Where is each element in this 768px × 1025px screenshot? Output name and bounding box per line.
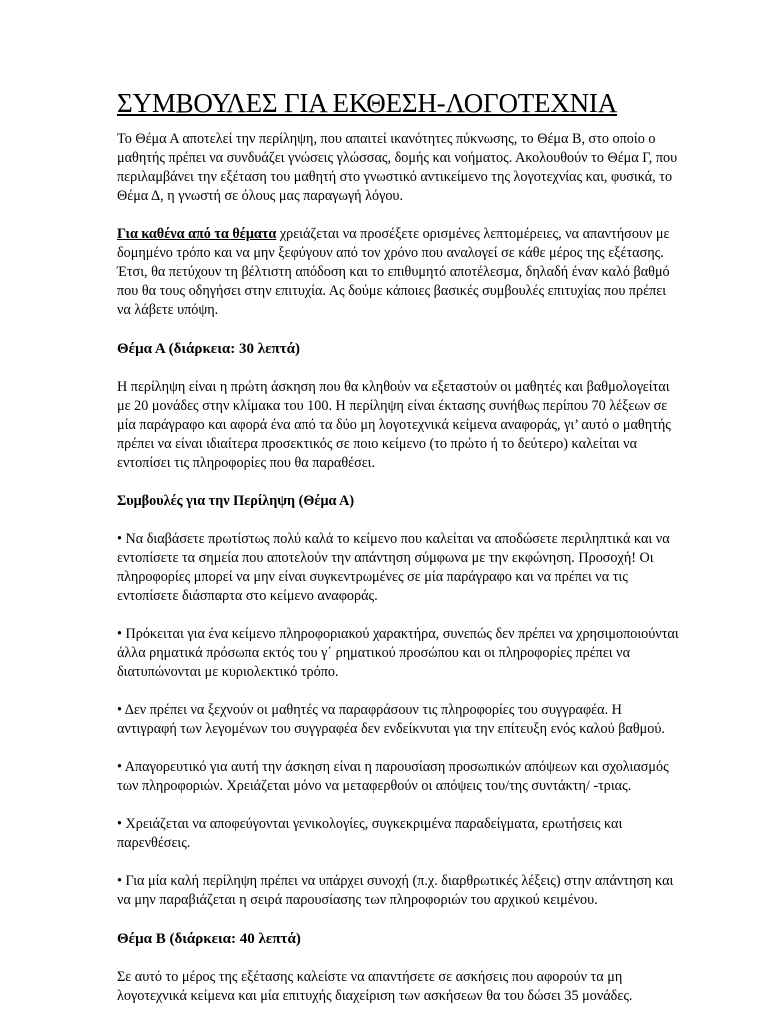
themes-paragraph [117, 225, 682, 320]
document-page [117, 88, 682, 1025]
tip-item: • Να διαβάσετε πρωτίστως πολύ καλά το κείμενο που καλείται να αποδώσετε περιληπτικά και να εντοπίσετε τα σημεία που αποτελούν την απάντηση σύμφωνα με την εκφώνηση. Προσοχή! Οι πληροφορίες μπορεί να μην είναι συγκεντρωμένες σε μία παράγραφο και να πρέπει να τις εντοπίσετε διάσπαρτα στο κείμενο αναφοράς. [117, 531, 670, 604]
document-title: ΣΥΜΒΟΥΛΕΣ ΓΙΑ ΕΚΘΕΣΗ-ΛΟΓΟΤΕΧΝΙΑ [117, 88, 618, 118]
themes-text: χρειάζεται να προσέξετε ορισμένες λεπτομέρειες, να απαντήσουν με δομημένο τρόπο και να μην ξεφύγουν από τον χρόνο που αναλογεί σε κάθε μέρος της εξέτασης. Έτσι, θα πετύχουν τη βέλτιστη απόδοση και το επιθυμητό αποτέλεσμα, δηλαδή έναν καλό βαθμό που θα τους οδηγήσει στην επιτυχία. Ας δούμε κάποιες βασικές συμβουλές επιτυχίας που πρέπει να λάβετε υπόψη. [117, 226, 670, 318]
theme-b-paragraph: Σε αυτό το μέρος της εξέτασης καλείστε να απαντήσετε σε ασκήσεις που αφορούν τα μη λογοτεχνικά κείμενα και μία επιτυχής διαχείριση των ασκήσεων θα του δώσει 35 μονάδες. [117, 969, 633, 1004]
theme-a-paragraph: Η περίληψη είναι η πρώτη άσκηση που θα κληθούν να εξεταστούν οι μαθητές και βαθμολογείται με 20 μονάδες στην κλίμακα του 100. Η περίληψη είναι έκτασης συνήθως περίπου 70 λέξεων σε μία παράγραφο και αφορά ένα από τα δύο μη λογοτεχνικά κείμενα αναφοράς, γι’ αυτό ο μαθητής πρέπει να είναι ιδιαίτερα προσεκτικός σε ποιο κείμενο (το πρώτο ή το δεύτερο) καλείται να εντοπίσει τις πληροφορίες που θα παραθέσει. [117, 379, 671, 471]
heading-theme-a: Θέμα Α (διάρκεια: 30 λεπτά) [117, 341, 300, 357]
subheading-tips-a: Συμβουλές για την Περίληψη (Θέμα Α) [117, 493, 355, 509]
themes-lead: Για καθένα από τα θέματα [117, 226, 277, 242]
tip-item: • Χρειάζεται να αποφεύγονται γενικολογίες, συγκεκριμένα παραδείγματα, ερωτήσεις και παρενθέσεις. [117, 816, 623, 851]
tip-item: • Δεν πρέπει να ξεχνούν οι μαθητές να παραφράσουν τις πληροφορίες του συγγραφέα. Η αντιγραφή των λεγομένων του συγγραφέα δεν ενδείκνυται για την επίτευξη ενός καλού βαθμού. [117, 702, 665, 737]
heading-theme-b: Θέμα Β (διάρκεια: 40 λεπτά) [117, 931, 301, 947]
tip-item: • Για μία καλή περίληψη πρέπει να υπάρχει συνοχή (π.χ. διαρθρωτικές λέξεις) στην απάντηση και να μην παραβιάζεται η σειρά παρουσίασης των πληροφοριών του αρχικού κειμένου. [117, 873, 674, 908]
tip-item: • Πρόκειται για ένα κείμενο πληροφοριακού χαρακτήρα, συνεπώς δεν πρέπει να χρησιμοποιούνται άλλα ρηματικά πρόσωπα εκτός του γ΄ ρηματικού προσώπου και οι πληροφορίες πρέπει να διατυπώνονται με κυριολεκτικό τρόπο. [117, 626, 679, 680]
tip-item: • Απαγορευτικό για αυτή την άσκηση είναι η παρουσίαση προσωπικών απόψεων και σχολιασμός των πληροφοριών. Χρειάζεται μόνο να μεταφερθούν οι απόψεις του/της συντάκτη/ -τριας. [117, 759, 669, 794]
intro-paragraph: Το Θέμα Α αποτελεί την περίληψη, που απαιτεί ικανότητες πύκνωσης, το Θέμα Β, στο οποίο ο μαθητής πρέπει να συνδυάζει γνώσεις γλώσσας, δομής και νοήματος. Ακολουθούν το Θέμα Γ, που περιλαμβάνει την εξέταση του μαθητή στο γνωστικό αντικείμενο της λογοτεχνίας και, φυσικά, το Θέμα Δ, η γνωστή σε όλους μας παραγωγή λόγου. [117, 131, 678, 204]
